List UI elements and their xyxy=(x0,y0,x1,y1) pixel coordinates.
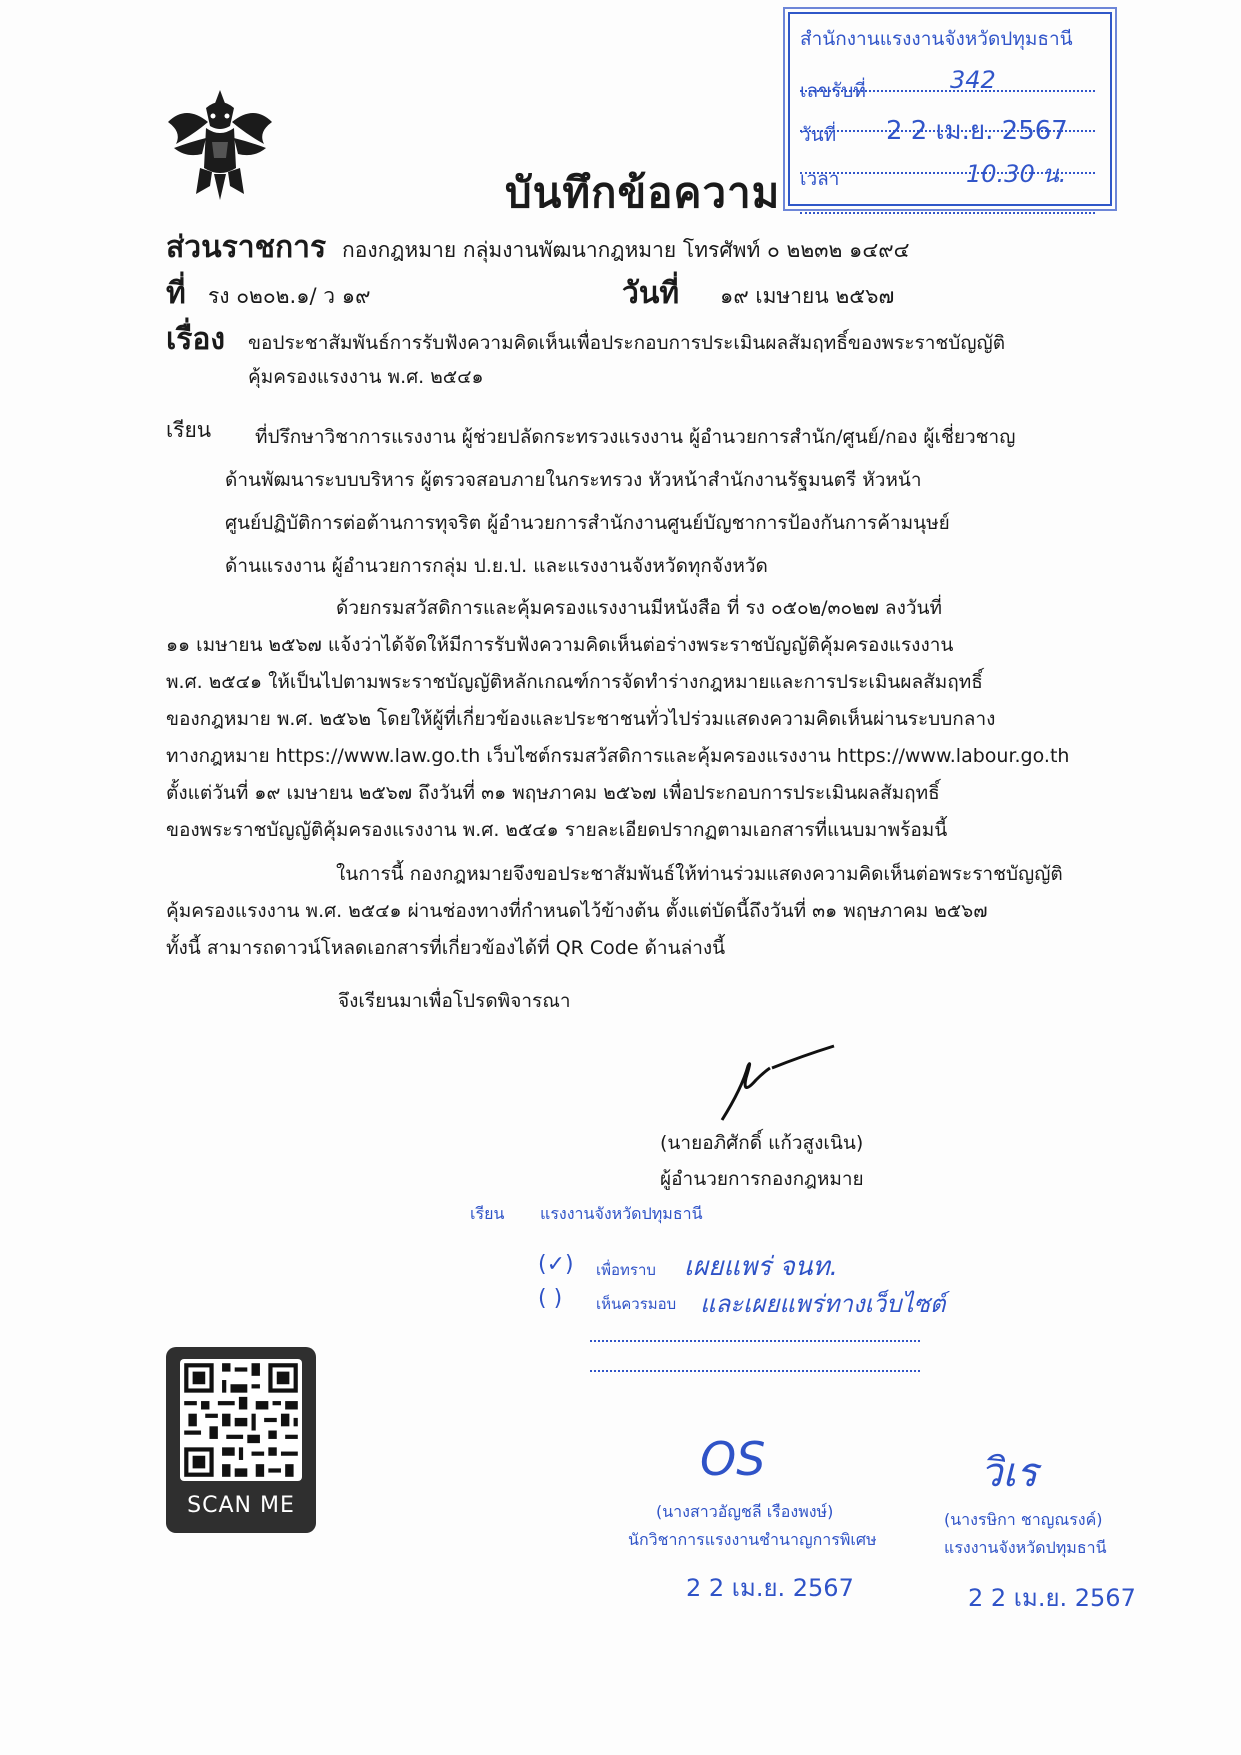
stamp-time-value: 10.30 น. xyxy=(966,160,1067,188)
paragraph-1 xyxy=(166,590,1106,849)
paragraph-line: ในการนี้ กองกฎหมายจึงขอประชาสัมพันธ์ให้ท่านร่วมแสดงความคิดเห็นต่อพระราชบัญญัติ xyxy=(336,863,1063,885)
note-to-value: แรงงานจังหวัดปทุมธานี xyxy=(540,1204,703,1223)
officer-2-date: 2 2 เม.ย. 2567 xyxy=(968,1584,1136,1612)
director-signature-icon xyxy=(712,1038,842,1128)
stamp-receipt-label: เลขรับที่ xyxy=(800,80,866,102)
paragraph-2 xyxy=(166,856,1106,967)
paragraph-line: ทางกฎหมาย https://www.law.go.th เว็บไซต์กรมสวัสดิการและคุ้มครองแรงงาน https://www.labour.go.th xyxy=(166,745,1070,767)
salutation-list xyxy=(225,416,1115,588)
note-option-2-box: ( ) xyxy=(538,1286,563,1311)
note-dotted-line xyxy=(590,1338,920,1342)
note-option-2-handwriting: และเผยแพร่ทางเว็บไซต์ xyxy=(700,1290,946,1318)
note-option-1-label: เพื่อทราบ xyxy=(596,1261,656,1279)
officer-1-name: (นางสาวอัญชลี เรืองพงษ์) xyxy=(656,1502,834,1521)
qr-code-card[interactable] xyxy=(166,1347,316,1533)
officer-2-initials: วิเร xyxy=(980,1450,1038,1496)
paragraph-line: คุ้มครองแรงงาน พ.ศ. ๒๕๔๑ ผ่านช่องทางที่กำหนดไว้ข้างต้น ตั้งแต่บัดนี้ถึงวันที่ ๓๑ พฤษภาคม ๒๕๖๗ xyxy=(166,900,988,922)
agency-value: กองกฎหมาย กลุ่มงานพัฒนากฎหมาย โทรศัพท์ ๐ ๒๒๓๒ ๑๔๙๔ xyxy=(342,238,910,262)
paragraph-line: ทั้งนี้ สามารถดาวน์โหลดเอกสารที่เกี่ยวข้องได้ที่ QR Code ด้านล่างนี้ xyxy=(166,937,726,959)
salutation-label: เรียน xyxy=(166,418,212,442)
note-option-1-box: (✓) xyxy=(538,1252,574,1277)
salutation-line: ที่ปรึกษาวิชาการแรงงาน ผู้ช่วยปลัดกระทรวงแรงงาน ผู้อำนวยการสำนัก/ศูนย์/กอง ผู้เชี่ยวชาญ xyxy=(255,426,1016,448)
memo-title: บันทึกข้อความ xyxy=(505,168,781,217)
qr-code-label: SCAN ME xyxy=(187,1493,295,1518)
date-label: วันที่ xyxy=(622,276,680,311)
ref-label: ที่ xyxy=(166,276,186,311)
date-value: ๑๙ เมษายน ๒๕๖๗ xyxy=(720,284,895,308)
note-option-2-label: เห็นควรมอบ xyxy=(596,1295,677,1313)
officer-2-position: แรงงานจังหวัดปทุมธานี xyxy=(944,1538,1107,1557)
salutation-line: ด้านพัฒนาระบบบริหาร ผู้ตรวจสอบภายในกระทรวง หัวหน้าสำนักงานรัฐมนตรี หัวหน้า xyxy=(225,469,922,491)
signer-position: ผู้อำนวยการกองกฎหมาย xyxy=(660,1168,864,1190)
paragraph-line: ตั้งแต่วันที่ ๑๙ เมษายน ๒๕๖๗ ถึงวันที่ ๓๑ พฤษภาคม ๒๕๖๗ เพื่อประกอบการประเมินผลสัมฤทธิ์ xyxy=(166,782,940,804)
paragraph-line: ของพระราชบัญญัติคุ้มครองแรงงาน พ.ศ. ๒๕๔๑ รายละเอียดปรากฏตามเอกสารที่แนบมาพร้อมนี้ xyxy=(166,819,948,841)
qr-code-icon xyxy=(180,1359,302,1481)
receipt-stamp xyxy=(788,12,1112,206)
closing-line: จึงเรียนมาเพื่อโปรดพิจารณา xyxy=(338,990,571,1012)
stamp-date-label: วันที่ xyxy=(800,124,837,146)
note-option-1-handwriting: เผยแพร่ จนท. xyxy=(684,1252,838,1282)
stamp-receipt-no: 342 xyxy=(950,66,996,94)
subject-line-1: ขอประชาสัมพันธ์การรับฟังความคิดเห็นเพื่อประกอบการประเมินผลสัมฤทธิ์ของพระราชบัญญัติ xyxy=(248,332,1006,354)
salutation-line: ศูนย์ปฏิบัติการต่อต้านการทุจริต ผู้อำนวยการสำนักงานศูนย์บัญชาการป้องกันการค้ามนุษย์ xyxy=(225,512,950,534)
officer-1-date: 2 2 เม.ย. 2567 xyxy=(686,1574,854,1602)
paragraph-line: พ.ศ. ๒๕๔๑ ให้เป็นไปตามพระราชบัญญัติหลักเกณฑ์การจัดทำร่างกฎหมายและการประเมินผลสัมฤทธิ์ xyxy=(166,671,983,693)
officer-1-initials: OS xyxy=(700,1432,766,1486)
paragraph-line: ของกฎหมาย พ.ศ. ๒๕๖๒ โดยให้ผู้ที่เกี่ยวข้องและประชาชนทั่วไปร่วมแสดงความคิดเห็นผ่านระบบกลาง xyxy=(166,708,996,730)
note-dotted-line xyxy=(590,1368,920,1372)
officer-1-position: นักวิชาการแรงงานชำนาญการพิเศษ xyxy=(628,1530,877,1549)
officer-2-name: (นางรษิกา ชาญณรงค์) xyxy=(944,1510,1103,1529)
subject-label: เรื่อง xyxy=(166,322,226,357)
subject-line-2: คุ้มครองแรงงาน พ.ศ. ๒๕๔๑ xyxy=(248,366,484,388)
ref-value: รง ๐๒๐๒.๑/ ว ๑๙ xyxy=(208,284,371,308)
paragraph-line: ด้วยกรมสวัสดิการและคุ้มครองแรงงานมีหนังสือ ที่ รง ๐๕๐๒/๓๐๒๗ ลงวันที่ xyxy=(336,597,943,619)
note-to-label: เรียน xyxy=(470,1204,505,1223)
garuda-emblem-icon xyxy=(160,82,280,202)
salutation-line: ด้านแรงงาน ผู้อำนวยการกลุ่ม ป.ย.ป. และแรงงานจังหวัดทุกจังหวัด xyxy=(225,555,768,577)
agency-label: ส่วนราชการ xyxy=(166,230,327,265)
stamp-time-label: เวลา xyxy=(800,168,840,190)
paragraph-line: ๑๑ เมษายน ๒๕๖๗ แจ้งว่าได้จัดให้มีการรับฟังความคิดเห็นต่อร่างพระราชบัญญัติคุ้มครองแรงงาน xyxy=(166,634,954,656)
stamp-office: สำนักงานแรงงานจังหวัดปทุมธานี xyxy=(800,28,1073,50)
stamp-date-value: 2 2 เม.ย. 2567 xyxy=(886,116,1068,146)
signer-name: (นายอภิศักดิ์ แก้วสูงเนิน) xyxy=(660,1132,864,1154)
